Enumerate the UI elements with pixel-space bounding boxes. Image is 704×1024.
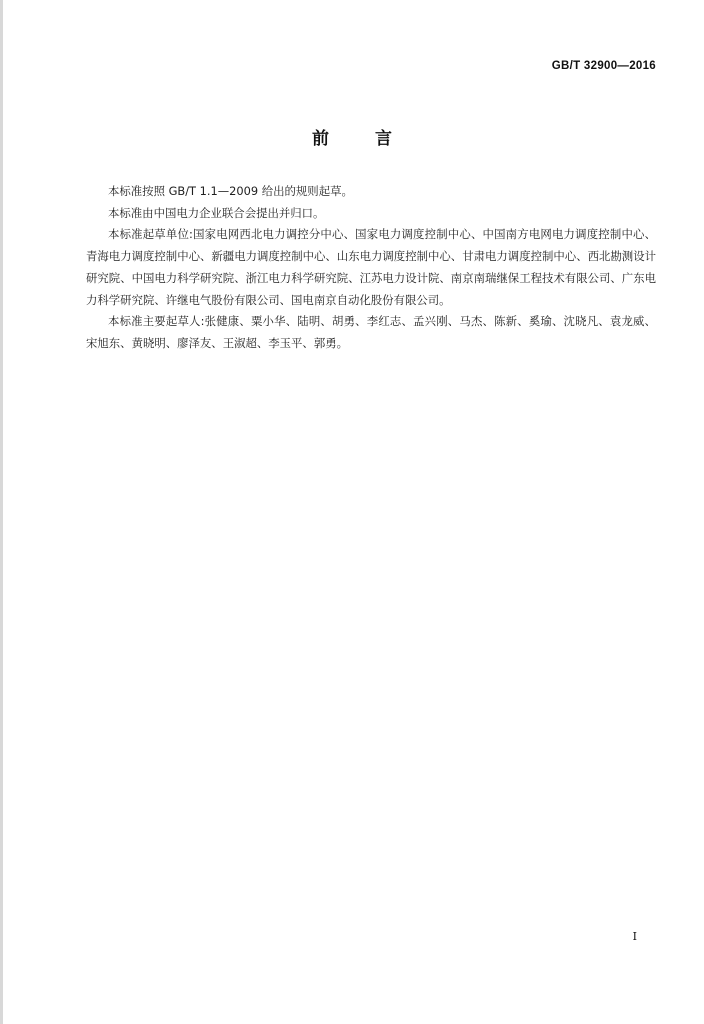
page-edge <box>0 0 3 1024</box>
page-title: 前言 <box>312 129 438 149</box>
paragraph-proposer: 本标准由中国电力企业联合会提出并归口。 <box>108 205 325 220</box>
page-number: I <box>632 930 637 943</box>
paragraph-drafters: 本标准主要起草人:张健康、粟小华、陆明、胡勇、李红志、孟兴刚、马杰、陈新、奚瑜、沈晓凡、袁龙威、宋旭东、黄晓明、廖泽友、王淑超、李玉平、郭勇。 <box>86 314 656 350</box>
paragraph-drafting-rules: 本标准按照 GB/T 1.1—2009 给出的规则起草。 <box>108 184 353 198</box>
standard-code: GB/T 32900—2016 <box>551 60 656 72</box>
foreword-body <box>86 181 656 355</box>
paragraph-drafting-units: 本标准起草单位:国家电网西北电力调控分中心、国家电力调度控制中心、中国南方电网电力调度控制中心、青海电力调度控制中心、新疆电力调度控制中心、山东电力调度控制中心、甘肃电力调度控制中心、西北勘测设计研究院、中国电力科学研究院、浙江电力科学研究院、江苏电力设计院、南京南瑞继保工程技术有限公司、广东电力科学研究院、许继电气股份有限公司、国电南京自动化股份有限公司。 <box>86 227 656 307</box>
